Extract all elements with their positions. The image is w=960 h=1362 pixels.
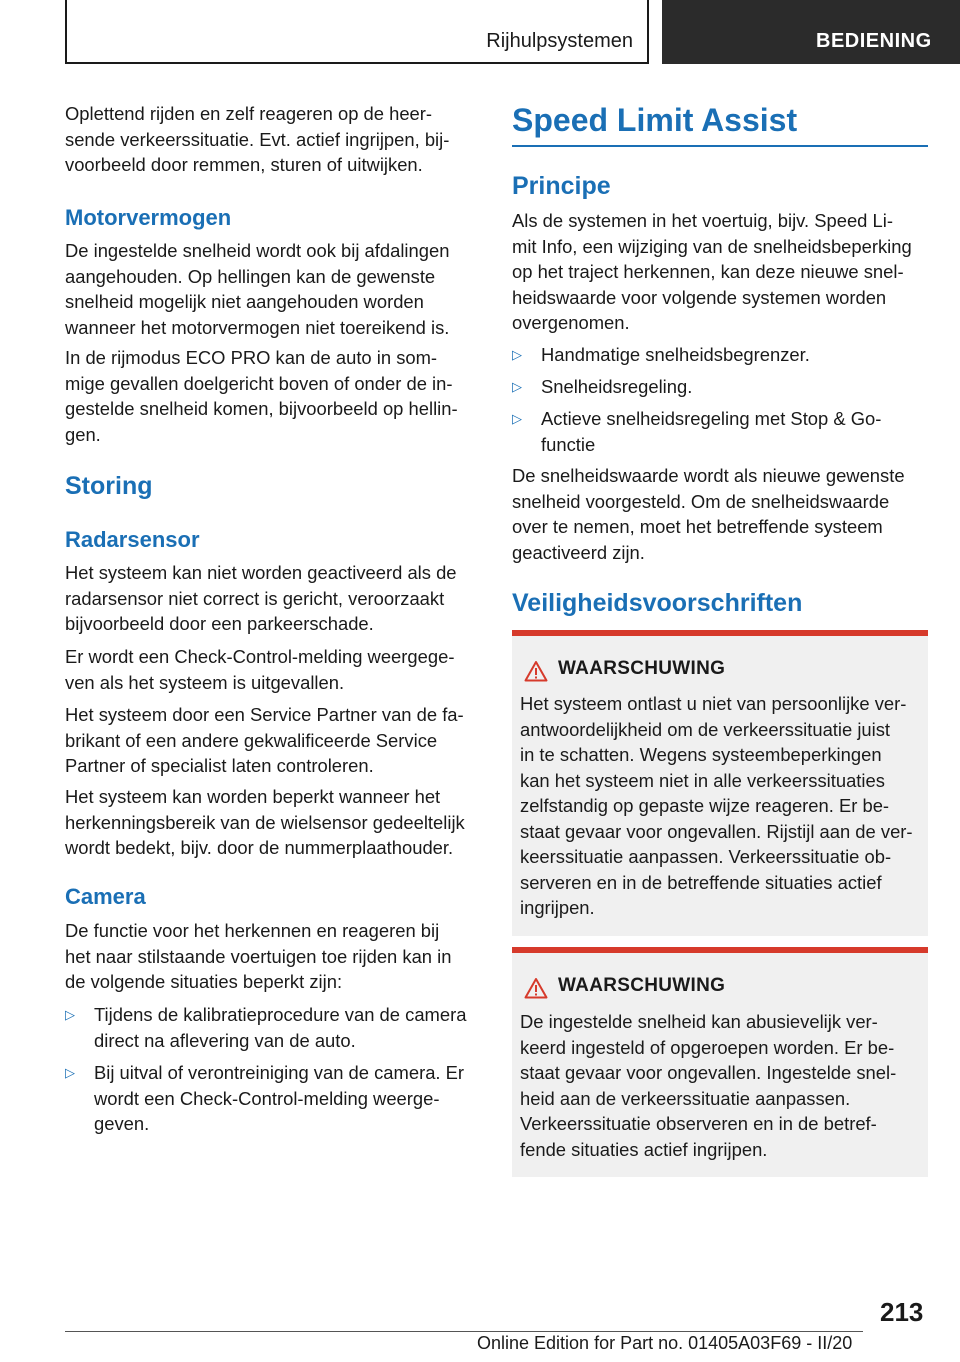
warning-triangle-icon	[524, 977, 548, 999]
footer-rule	[65, 1331, 863, 1332]
camera-paragraph: De functie voor het herkennen en reageren bij het naar stilstaande voertuigen toe rijden kan in de volgende situaties beperkt zijn:	[65, 920, 452, 992]
warning-title: WAARSCHUWING	[558, 975, 726, 996]
list-item: ▷ Actieve snelheidsregeling met Stop & Go- functie	[512, 408, 882, 455]
heading-motorvermogen: Motorvermogen	[65, 205, 232, 230]
header-chapter-title: BEDIENING	[816, 30, 932, 52]
radar-paragraph-4: Het systeem kan worden beperkt wanneer het herkenningsbereik van de wielsensor gedeeltelijk wordt bedekt, bijv. door de nummerplaathouder.	[65, 786, 465, 858]
header-section-box	[65, 0, 649, 64]
list-item: ▷ Handmatige snelheidsbegrenzer.	[512, 342, 928, 368]
warning-box-1	[512, 630, 928, 936]
triangle-right-icon: ▷	[65, 1007, 75, 1022]
list-item: ▷ Tijdens de kalibratieprocedure van de camera direct na aflevering van de auto.	[65, 1004, 467, 1051]
triangle-right-icon: ▷	[512, 411, 522, 426]
heading-storing: Storing	[65, 472, 153, 500]
page-title: Speed Limit Assist	[512, 102, 798, 138]
radar-paragraph-2: Er wordt een Check-Control-melding weergege- ven als het systeem is uitgevallen.	[65, 646, 455, 693]
heading-principe: Principe	[512, 172, 611, 200]
warning-box-2	[512, 947, 928, 1177]
warning-text: Het systeem ontlast u niet van persoonlijke ver- antwoordelijkheid om de verkeerssituatie juist in te schatten. Wegens systeembeperkingen kan het systeem niet in alle verkeerssituaties zelfstandig op gepaste wijze reageren. Er be- staat gevaar voor ongevallen. Rijstijl aan de ver- keerssituatie aanpassen. Verkeerssituatie ob- serveren en in de betreffende situaties actief ingrijpen.	[520, 693, 913, 918]
intro-paragraph: Oplettend rijden en zelf reageren op de heer- sende verkeerssituatie. Evt. actief ingrijpen, bij- voorbeeld door remmen, sturen of uitwijken.	[65, 103, 450, 175]
heading-camera: Camera	[65, 884, 146, 909]
header-section-title: Rijhulpsystemen	[486, 30, 633, 52]
title-underline	[512, 145, 928, 147]
principe-paragraph-2: De snelheidswaarde wordt als nieuwe gewenste snelheid voorgesteld. Om de snelheidswaarde over te nemen, moet het betreffende systeem geactiveerd zijn.	[512, 465, 905, 563]
page-number: 213	[880, 1297, 924, 1327]
list-item: ▷ Snelheidsregeling.	[512, 374, 928, 400]
list-item: ▷ Bij uitval of verontreiniging van de camera. Er wordt een Check-Control-melding weerge- geven.	[65, 1062, 465, 1134]
warning-triangle-icon	[524, 660, 548, 682]
heading-radarsensor: Radarsensor	[65, 527, 200, 552]
heading-veiligheidsvoorschriften: Veiligheidsvoorschriften	[512, 589, 803, 617]
motor-paragraph-1: De ingestelde snelheid wordt ook bij afdalingen aangehouden. Op hellingen kan de gewenste snelheid mogelijk niet aangehouden worden wanneer het motorvermogen niet toereikend is.	[65, 240, 450, 338]
triangle-right-icon: ▷	[65, 1065, 75, 1080]
principe-paragraph-1: Als de systemen in het voertuig, bijv. Speed Li- mit Info, een wijziging van de snelheidsbeperking op het traject herkennen, kan deze nieuwe snel- heidswaarde voor volgende systemen worden overgenomen.	[512, 210, 912, 333]
triangle-right-icon: ▷	[512, 347, 522, 362]
triangle-right-icon: ▷	[512, 379, 522, 394]
radar-paragraph-3: Het systeem door een Service Partner van de fa- brikant of een andere gekwalificeerde Service Partner of specialist laten controleren.	[65, 704, 464, 776]
motor-paragraph-2: In de rijmodus ECO PRO kan de auto in som- mige gevallen doelgericht boven of onder de in- gestelde snelheid komen, bijvoorbeeld op hellin- gen.	[65, 347, 458, 445]
warning-text: De ingestelde snelheid kan abusievelijk ver- keerd ingesteld of opgeroepen worden. Er be- staat gevaar voor ongevallen. Ingestelde snel- heid aan de verkeerssituatie aanpassen. Verkeerssituatie observeren en in de betref- fende situaties actief ingrijpen.	[520, 1011, 897, 1160]
warning-title: WAARSCHUWING	[558, 658, 726, 679]
footer-edition: Online Edition for Part no. 01405A03F69 - II/20	[477, 1333, 853, 1353]
header-chapter-tab	[662, 0, 960, 64]
radar-paragraph-1: Het systeem kan niet worden geactiveerd als de radarsensor niet correct is gericht, veroorzaakt bijvoorbeeld door een parkeerschade.	[65, 562, 457, 634]
